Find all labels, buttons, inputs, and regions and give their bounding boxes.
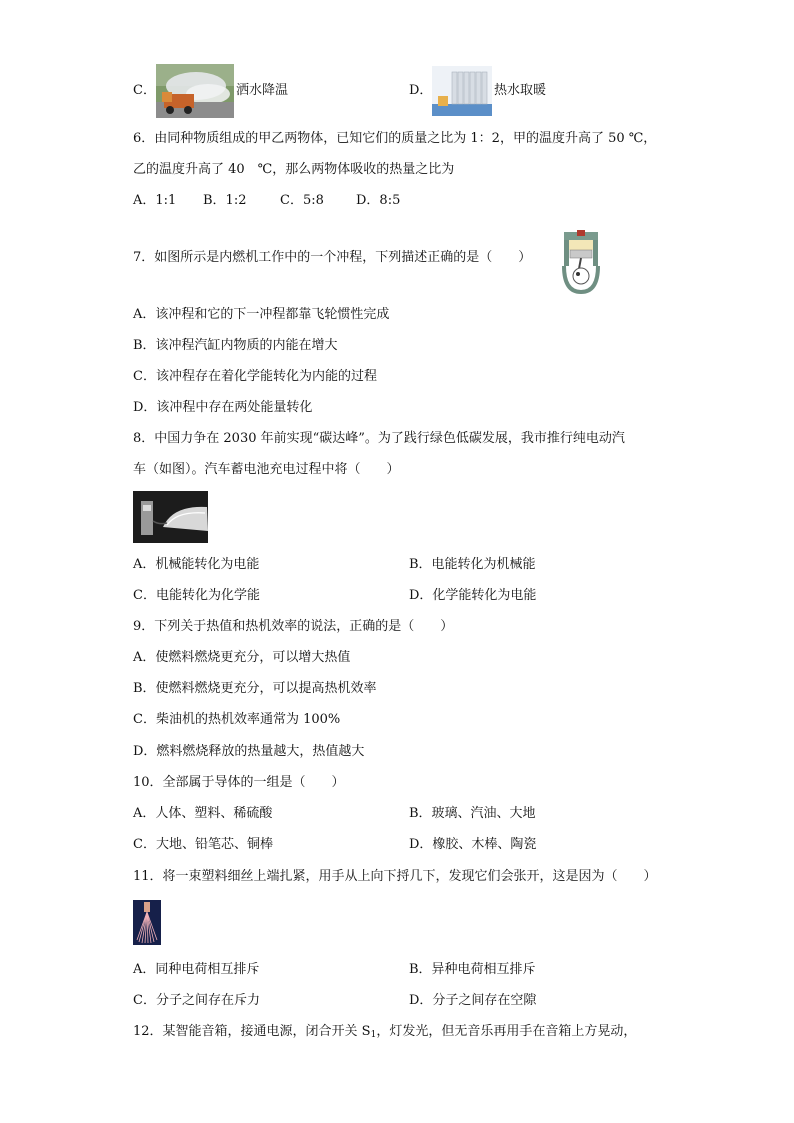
q5-option-c-text: 洒水降温 (236, 83, 289, 98)
q8-option-c: C．电能转化为化学能 (133, 588, 260, 603)
q11-option-d: D．分子之间存在空隙 (409, 993, 537, 1008)
q12-stem (133, 1023, 636, 1044)
q6-stem-line2: 乙的温度升高了 40 ℃，那么两物体吸收的热量之比为 (133, 162, 455, 177)
q7-option-c: C．该冲程存在着化学能转化为内能的过程 (133, 369, 377, 384)
q8-option-b: B．电能转化为机械能 (409, 557, 536, 572)
q11-option-c: C．分子之间存在斥力 (133, 993, 260, 1008)
radiator-photo (432, 66, 492, 116)
q11-option-a: A．同种电荷相互排斥 (133, 962, 260, 977)
q5-option-d-letter: D． (409, 83, 433, 98)
q12-stem-after: ，灯发光，但无音乐再用手在音箱上方晃动， (376, 1024, 637, 1039)
q6-option-d: D．8:5 (356, 193, 401, 208)
plastic-strands-photo (133, 900, 161, 945)
ev-charging-photo (133, 491, 208, 543)
q6-option-a: A．1:1 (133, 193, 177, 208)
q8-option-a: A．机械能转化为电能 (133, 557, 260, 572)
q8-option-d: D．化学能转化为电能 (409, 588, 537, 603)
q12-stem-before: 12．某智能音箱，接通电源，闭合开关 S (133, 1024, 371, 1039)
q12-switch-subscript: 1 (370, 1030, 377, 1040)
water-truck-photo (156, 64, 234, 118)
q9-option-b: B．使燃料燃烧更充分，可以提高热机效率 (133, 681, 377, 696)
q8-stem-line1: 8．中国力争在 2030 年前实现“碳达峰”。为了践行绿色低碳发展，我市推行纯电动汽 (133, 431, 625, 446)
q9-option-a: A．使燃料燃烧更充分，可以增大热值 (133, 650, 351, 665)
q10-stem: 10．全部属于导体的一组是（ ） (133, 775, 345, 790)
q10-option-a: A．人体、塑料、稀硫酸 (133, 806, 273, 821)
q7-option-d: D．该冲程中存在两处能量转化 (133, 400, 313, 415)
q6-option-c: C．5:8 (280, 193, 324, 208)
q7-stem: 7．如图所示是内燃机工作中的一个冲程，下列描述正确的是（ ） (133, 250, 532, 265)
q9-option-d: D．燃料燃烧释放的热量越大，热值越大 (133, 744, 365, 759)
q10-option-d: D．橡胶、木棒、陶瓷 (409, 837, 537, 852)
q10-option-c: C．大地、铅笔芯、铜棒 (133, 837, 273, 852)
q8-stem-line2: 车（如图）。汽车蓄电池充电过程中将（ ） (133, 462, 400, 477)
q5-option-d-text: 热水取暖 (494, 83, 547, 98)
q7-option-a: A．该冲程和它的下一冲程都靠飞轮惯性完成 (133, 307, 390, 322)
q7-option-b: B．该冲程汽缸内物质的内能在增大 (133, 338, 338, 353)
q11-option-b: B．异种电荷相互排斥 (409, 962, 536, 977)
q11-stem: 11．将一束塑料细丝上端扎紧，用手从上向下捋几下，发现它们会张开，这是因为（ ） (133, 869, 657, 884)
q6-stem-line1: 6．由同种物质组成的甲乙两物体，已知它们的质量之比为 1：2，甲的温度升高了 50 ℃， (133, 131, 657, 146)
q10-option-b: B．玻璃、汽油、大地 (409, 806, 536, 821)
q9-option-c: C．柴油机的热机效率通常为 100% (133, 712, 341, 727)
q5-option-c-letter: C． (133, 83, 156, 98)
q6-option-b: B．1:2 (203, 193, 247, 208)
q9-stem: 9．下列关于热值和热机效率的说法，正确的是（ ） (133, 619, 454, 634)
engine-stroke-diagram (558, 230, 604, 294)
